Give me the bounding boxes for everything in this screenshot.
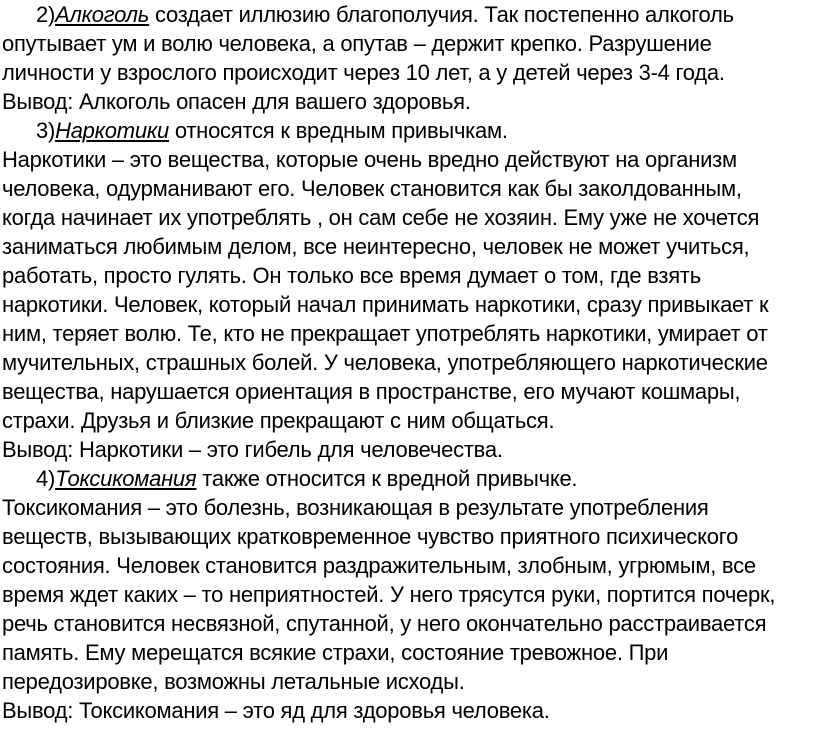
section-toxicomania xyxy=(2,464,816,725)
section-term: Алкоголь xyxy=(55,2,150,27)
section-number: 4) xyxy=(36,466,56,491)
section-term: Токсикомания xyxy=(55,466,197,491)
text-line: ним, теряет волю. Те, кто не прекращает употреблять наркотики, умирает от xyxy=(2,321,768,346)
text-line: заниматься любимым делом, все неинтересно, человек не может учиться, xyxy=(2,234,750,259)
section-heading-line xyxy=(2,464,816,493)
text-line: веществ, вызывающих кратковременное чувство приятного психического xyxy=(2,524,739,549)
section-heading-line xyxy=(2,116,816,145)
text-line: человека, одурманивают его. Человек становится как бы заколдованным, xyxy=(2,176,742,201)
conclusion-line: Вывод: Алкоголь опасен для вашего здоровья. xyxy=(2,89,471,114)
text-line: речь становится несвязной, спутанной, у него окончательно расстраивается xyxy=(2,611,767,636)
section-number: 3) xyxy=(36,118,56,143)
text-line: наркотики. Человек, который начал принимать наркотики, сразу привыкает к xyxy=(2,292,769,317)
conclusion-line: Вывод: Наркотики – это гибель для человечества. xyxy=(2,437,503,462)
text-line: Токсикомания – это болезнь, возникающая в результате употребления xyxy=(2,495,709,520)
text-line: вещества, нарушается ориентация в пространстве, его мучают кошмары, xyxy=(2,379,741,404)
section-drugs xyxy=(2,116,816,464)
text-line: работать, просто гулять. Он только все время думает о том, где взять xyxy=(2,263,701,288)
text-line: когда начинает их употреблять , он сам себе не хозяин. Ему уже не хочется xyxy=(2,205,760,230)
section-term: Наркотики xyxy=(55,118,169,143)
text-line: страхи. Друзья и близкие прекращают с ним общаться. xyxy=(2,408,555,433)
text-fragment: относятся к вредным привычкам. xyxy=(168,118,508,143)
text-line: память. Ему мерещатся всякие страхи, состояние тревожное. При xyxy=(2,640,669,665)
text-line: состояния. Человек становится раздражительным, злобным, угрюмым, все xyxy=(2,553,756,578)
text-line: опутывает ум и волю человека, а опутав – держит крепко. Разрушение xyxy=(2,31,712,56)
text-line: личности у взрослого происходит через 10 лет, а у детей через 3-4 года. xyxy=(2,60,725,85)
text-line: мучительных, страшных болей. У человека, употребляющего наркотические xyxy=(2,350,768,375)
text-fragment: создает иллюзию благополучия. Так постепенно алкоголь xyxy=(149,2,734,27)
text-fragment: также относится к вредной привычке. xyxy=(196,466,578,491)
text-line: Наркотики – это вещества, которые очень вредно действуют на организм xyxy=(2,147,737,172)
section-heading-line xyxy=(2,0,816,29)
conclusion-line: Вывод: Токсикомания – это яд для здоровья человека. xyxy=(2,698,550,723)
section-number: 2) xyxy=(36,2,56,27)
text-line: передозировке, возможны летальные исходы. xyxy=(2,669,465,694)
section-alcohol xyxy=(2,0,816,116)
text-line: время ждет каких – то неприятностей. У него трясутся руки, портится почерк, xyxy=(2,582,776,607)
